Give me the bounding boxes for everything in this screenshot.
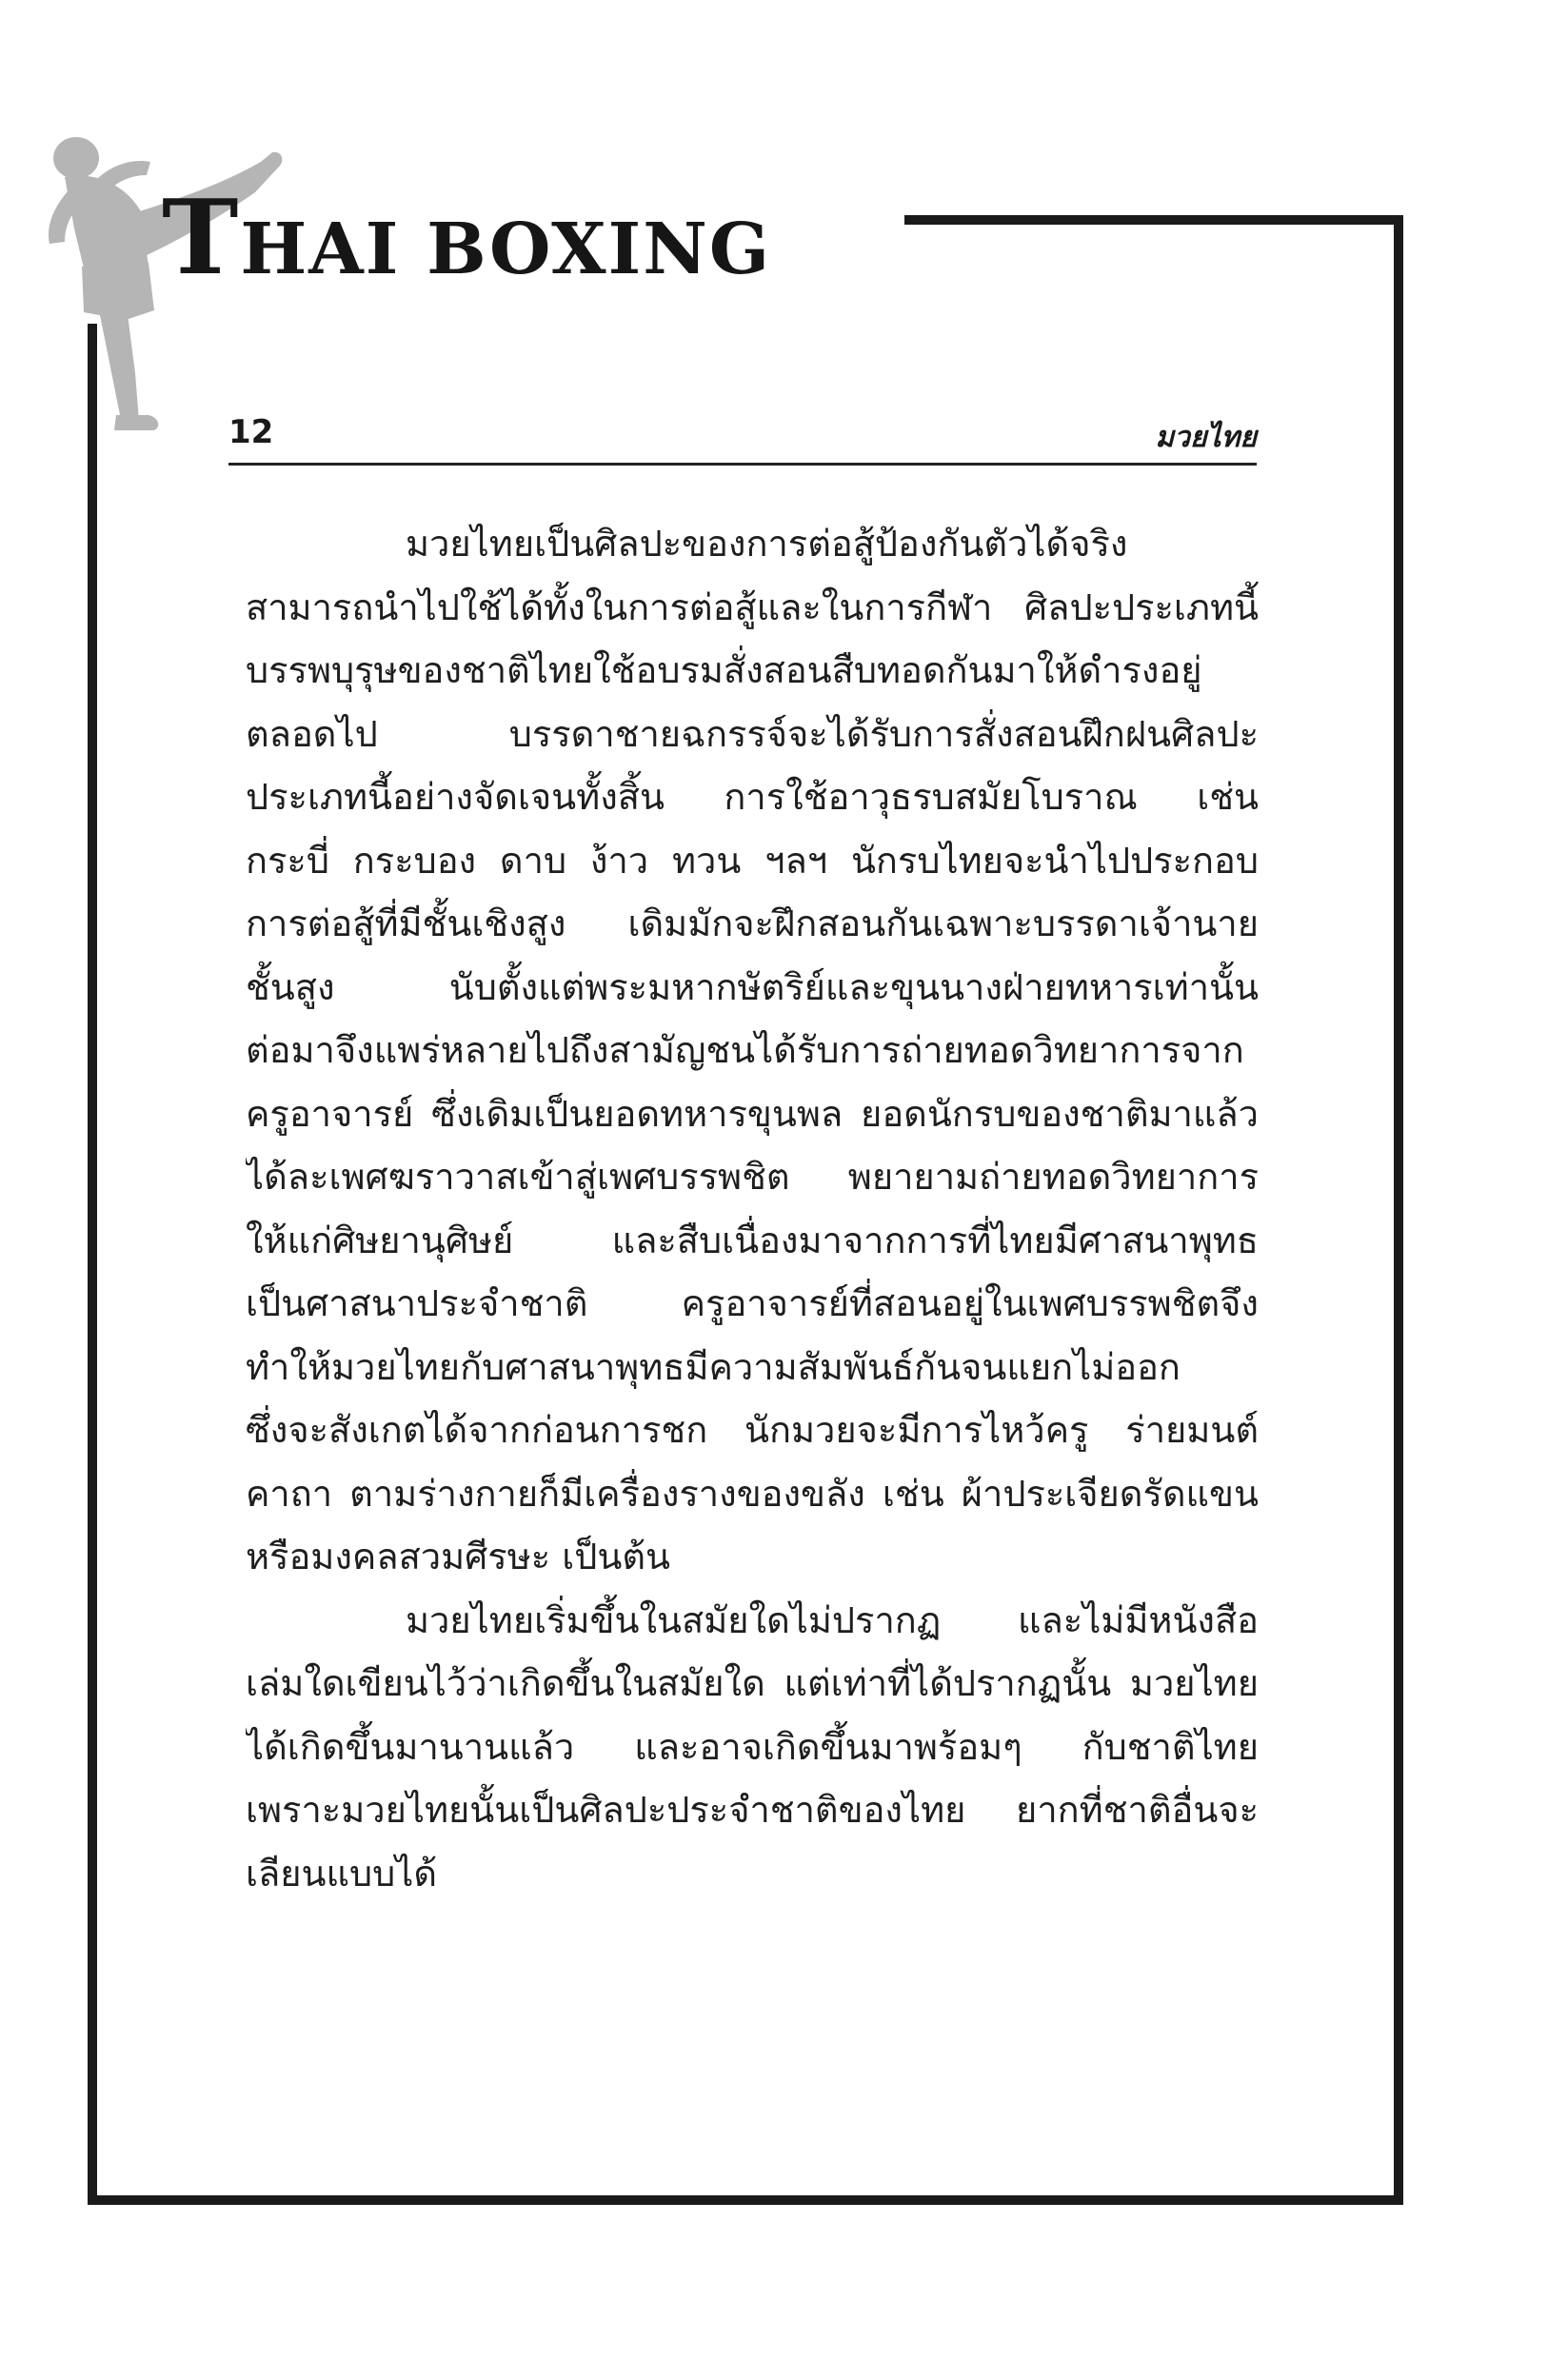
frame-top-rule bbox=[904, 215, 1403, 225]
text-line: การต่อสู้ที่มีชั้นเชิงสูง เดิมมักจะฝึกสอนกันเฉพาะบรรดาเจ้านาย bbox=[246, 903, 1259, 944]
frame-left-rule bbox=[88, 324, 97, 2205]
text-line: ต่อมาจึงแพร่หลายไปถึงสามัญชนได้รับการถ่ายทอดวิทยาการจาก bbox=[246, 1029, 1244, 1071]
text-line: ได้ละเพศฆราวาสเข้าสู่เพศบรรพชิต พยายามถ่ายทอดวิทยาการ bbox=[246, 1156, 1259, 1198]
text-line: ชั้นสูง นับตั้งแต่พระมหากษัตริย์และขุนนางฝ่ายทหารเท่านั้น bbox=[246, 965, 1259, 1008]
text-line: ครูอาจารย์ ซึ่งเดิมเป็นยอดทหารขุนพล ยอดนักรบของชาติมาแล้ว bbox=[246, 1092, 1259, 1135]
body-text bbox=[246, 512, 1259, 1905]
text-line: คาถา ตามร่างกายก็มีเครื่องรางของขลัง เช่น ผ้าประเจียดรัดแขน bbox=[246, 1472, 1259, 1515]
chapter-header-title bbox=[162, 178, 772, 298]
text-line: เลียนแบบได้ bbox=[246, 1852, 438, 1895]
frame-right-rule bbox=[1394, 215, 1403, 2205]
text-line: ตลอดไป บรรดาชายฉกรรจ์จะได้รับการสั่งสอนฝึกฝนศิลปะ bbox=[246, 712, 1259, 755]
text-line: ให้แก่ศิษยานุศิษย์ และสืบเนื่องมาจากการที่ไทยมีศาสนาพุทธ bbox=[246, 1219, 1259, 1261]
running-book-title: มวยไทย bbox=[1155, 421, 1257, 454]
paragraph-2 bbox=[246, 1589, 1259, 1906]
text-line: บรรพบุรุษของชาติไทยใช้อบรมสั่งสอนสืบทอดกันมาให้ดำรงอยู่ bbox=[246, 649, 1202, 691]
running-head bbox=[228, 409, 1257, 466]
text-line: มวยไทยเริ่มขึ้นในสมัยใดไม่ปรากฏ และไม่มีหนังสือ bbox=[406, 1598, 1259, 1641]
text-line: หรือมงคลสวมศีรษะ เป็นต้น bbox=[246, 1536, 670, 1577]
text-line: มวยไทยเป็นศิลปะของการต่อสู้ป้องกันตัวได้จริง bbox=[406, 523, 1128, 565]
chapter-header-initial: T bbox=[162, 178, 241, 298]
text-line: เพราะมวยไทยนั้นเป็นศิลปะประจำชาติของไทย ยากที่ชาติอื่นจะ bbox=[246, 1789, 1259, 1831]
text-line: สามารถนำไปใช้ได้ทั้งในการต่อสู้และในการกีฬา ศิลปะประเภทนี้ bbox=[246, 585, 1259, 628]
text-line: ซึ่งจะสังเกตได้จากก่อนการชก นักมวยจะมีการไหว้ครู ร่ายมนต์ bbox=[246, 1409, 1259, 1451]
chapter-header-rest: HAI BOXING bbox=[240, 208, 772, 290]
text-line: ได้เกิดขึ้นมานานแล้ว และอาจเกิดขึ้นมาพร้อมๆ กับชาติไทย bbox=[246, 1725, 1259, 1768]
text-line: ประเภทนี้อย่างจัดเจนทั้งสิ้น การใช้อาวุธรบสมัยโบราณ เช่น bbox=[246, 776, 1259, 818]
text-line: เล่มใดเขียนไว้ว่าเกิดขึ้นในสมัยใด แต่เท่าที่ได้ปรากฏนั้น มวยไทย bbox=[246, 1662, 1259, 1704]
text-line: กระบี่ กระบอง ดาบ ง้าว ทวน ฯลฯ นักรบไทยจะนำไปประกอบ bbox=[246, 839, 1259, 882]
text-line: เป็นศาสนาประจำชาติ ครูอาจารย์ที่สอนอยู่ในเพศบรรพชิตจึง bbox=[246, 1282, 1259, 1324]
page-number: 12 bbox=[228, 413, 274, 451]
frame-bottom-rule bbox=[88, 2195, 1403, 2205]
paragraph-1 bbox=[246, 512, 1259, 1589]
text-line: ทำให้มวยไทยกับศาสนาพุทธมีความสัมพันธ์กันจนแยกไม่ออก bbox=[246, 1345, 1181, 1388]
